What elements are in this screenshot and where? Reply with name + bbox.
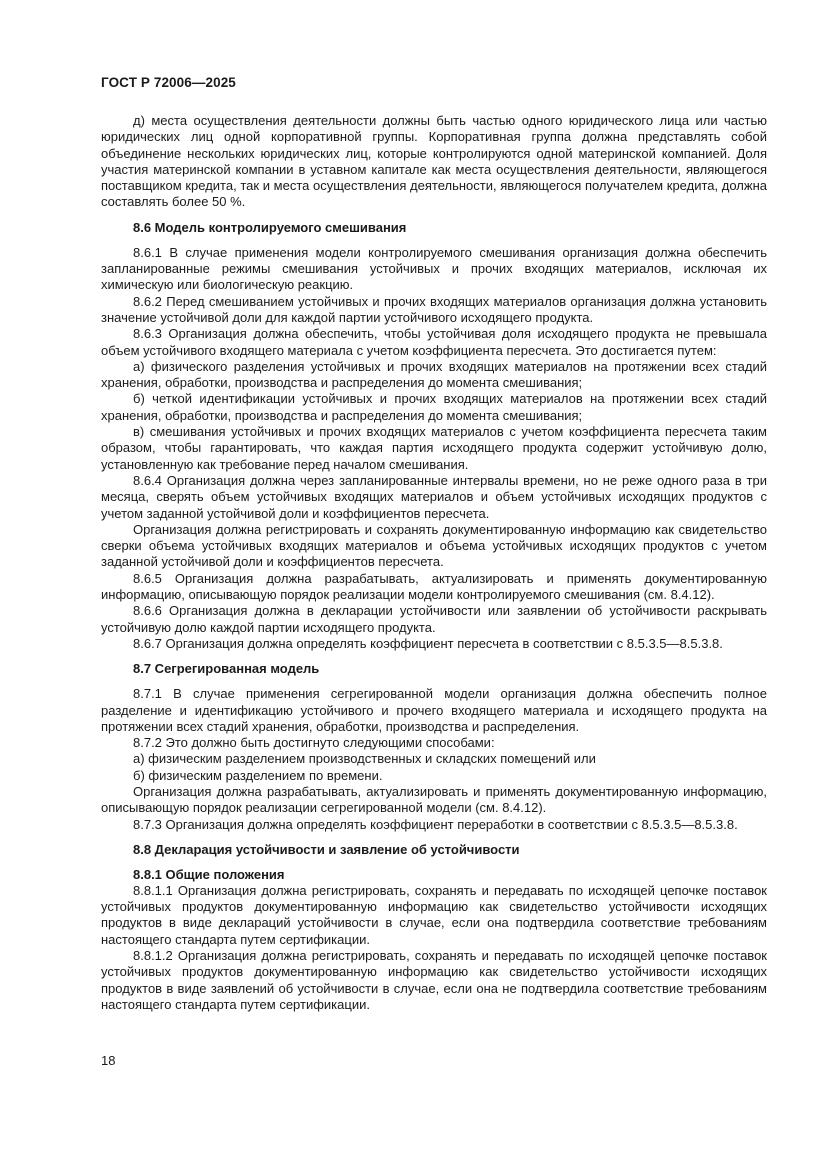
page-number: 18 bbox=[101, 1053, 116, 1068]
paragraph-8-6-2: 8.6.2 Перед смешиванием устойчивых и прочих входящих материалов организация должна установить значение устойчивой доли для каждой партии устойчивого исходящего продукта. bbox=[101, 293, 767, 325]
paragraph-8-6-6: 8.6.6 Организация должна в декларации устойчивости или заявлении об устойчивости раскрывать устойчивую долю каждой партии исходящего продукта. bbox=[101, 603, 767, 635]
paragraph-8-8-1-2: 8.8.1.2 Организация должна регистрировать, сохранять и передавать по исходящей цепочке поставок устойчивых продуктов документированную информацию как свидетельство устойчивости исходящих продуктов в виде заявлений об устойчивости в случае, если она не подтвердила соответствие требованиям настоящего стандарта путем сертификации. bbox=[101, 948, 767, 1012]
paragraph-8-7-2: 8.7.2 Это должно быть достигнуто следующими способами: bbox=[133, 735, 495, 751]
paragraph-8-6-7: 8.6.7 Организация должна определять коэффициент пересчета в соответствии с 8.5.3.5—8.5.3.8. bbox=[133, 635, 723, 651]
section-heading-8-6: 8.6 Модель контролируемого смешивания bbox=[133, 219, 407, 235]
subsection-heading-8-8-1: 8.8.1 Общие положения bbox=[133, 866, 285, 882]
paragraph-8-7-2-item-a: а) физическим разделением производственных и складских помещений или bbox=[133, 751, 596, 767]
paragraph-8-6-3-item-a: а) физического разделения устойчивых и прочих входящих материалов на протяжении всех стадий хранения, обработки, производства и распределения до момента смешивания; bbox=[101, 358, 767, 391]
paragraph-8-6-3-item-v: в) смешивания устойчивых и прочих входящих материалов с учетом коэффициента пересчета таким образом, чтобы гарантировать, что каждая партия исходящего продукта содержит устойчивую долю, установленную как требование перед началом смешивания. bbox=[101, 424, 767, 472]
paragraph-8-7-1: 8.7.1 В случае применения сегрегированной модели организация должна обеспечить полное разделение и идентификацию устойчивого и прочего входящего материала и исходящего продукта на протяжении всех стадий хранения, обработки, производства и распределения. bbox=[101, 686, 767, 734]
paragraph-8-6-4-continued: Организация должна регистрировать и сохранять документированную информацию как свидетельство сверки объема устойчивых входящих материалов и объема устойчивых исходящих продуктов с учетом заданной устойчивой доли и коэффициентов пересчета. bbox=[101, 521, 767, 570]
document-header: ГОСТ Р 72006—2025 bbox=[101, 75, 236, 90]
paragraph-8-8-1-1: 8.8.1.1 Организация должна регистрировать, сохранять и передавать по исходящей цепочке поставок устойчивых продуктов документированную информацию как свидетельство устойчивости исходящих продуктов в виде деклараций устойчивости в случае, если она подтвердила соответствие требованиям настоящего стандарта путем сертификации. bbox=[101, 882, 767, 947]
paragraph-8-5-item-d: д) места осуществления деятельности должны быть частью одного юридического лица или частью юридических лиц одной корпоративной группы. Корпоративная группа должна представлять собой объединение нескольких юридических лиц, которые контролируются одной материнской компанией. Доля участия материнской компании в уставном капитале как места осуществления деятельности, являющегося поставщиком кредита, так и места осуществления деятельности, являющегося получателем кредита, должна составлять более 50 %. bbox=[101, 113, 767, 210]
paragraph-8-6-1: 8.6.1 В случае применения модели контролируемого смешивания организация должна обеспечить запланированные режимы смешивания устойчивых и прочих входящих материалов, исключая их химическую или биологическую реакцию. bbox=[101, 244, 767, 293]
page-body bbox=[101, 113, 767, 1013]
paragraph-8-7-3: 8.7.3 Организация должна определять коэффициент переработки в соответствии с 8.5.3.5—8.5.3.8. bbox=[133, 816, 738, 832]
paragraph-8-7-2-continued: Организация должна разрабатывать, актуализировать и применять документированную информацию, описывающую порядок реализации сегрегированной модели (см. 8.4.12). bbox=[101, 783, 767, 816]
paragraph-8-7-2-item-b: б) физическим разделением по времени. bbox=[133, 767, 383, 783]
paragraph-8-6-3: 8.6.3 Организация должна обеспечить, чтобы устойчивая доля исходящего продукта не превышала объем устойчивого входящего материала с учетом коэффициента пересчета. Это достигается путем: bbox=[101, 326, 767, 358]
paragraph-8-6-4: 8.6.4 Организация должна через запланированные интервалы времени, но не реже одного раза в три месяца, сверять объем устойчивых входящих материалов и объем устойчивых исходящих продуктов с учетом заданной устойчивой доли и коэффициентов пересчета. bbox=[101, 472, 767, 521]
section-heading-8-7: 8.7 Сегрегированная модель bbox=[133, 661, 320, 677]
paragraph-8-6-5: 8.6.5 Организация должна разрабатывать, актуализировать и применять документированную информацию, описывающую порядок реализации модели контролируемого смешивания (см. 8.4.12). bbox=[101, 570, 767, 603]
section-heading-8-8: 8.8 Декларация устойчивости и заявление об устойчивости bbox=[133, 841, 520, 857]
paragraph-8-6-3-item-b: б) четкой идентификации устойчивых и прочих входящих материалов на протяжении всех стадий хранения, обработки, производства и распределения до момента смешивания; bbox=[101, 391, 767, 423]
